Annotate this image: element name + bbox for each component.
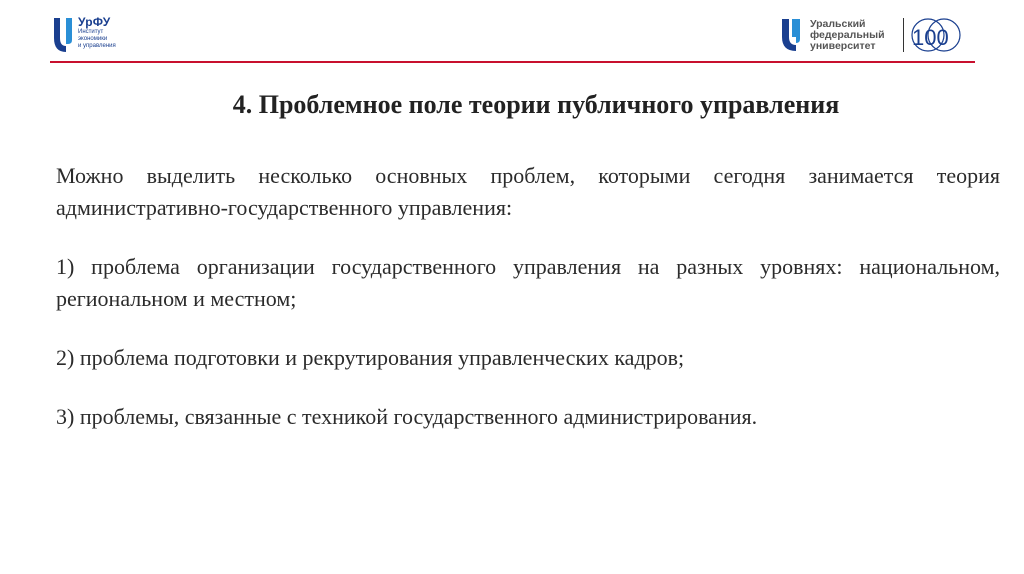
- urfu-u-icon: [780, 17, 802, 53]
- intro-paragraph: Можно выделить несколько основных проблем, которыми сегодня занимается теория административно-государственного управления:: [56, 163, 1000, 220]
- university-name-line: федеральный: [810, 28, 885, 41]
- urfu-institute-logo: [52, 16, 116, 58]
- emblem-number: 100: [911, 25, 949, 50]
- university-name: [810, 19, 885, 52]
- urfu-university-logo: [780, 14, 964, 56]
- logo-subtitle-line: Институт: [78, 29, 104, 35]
- university-name-line: университет: [810, 39, 876, 52]
- logo-brand-text: УрФУ: [78, 15, 111, 29]
- list-item: 3) проблемы, связанные с техникой государственного администрирования.: [56, 404, 758, 429]
- slide-title: 4. Проблемное поле теории публичного управления: [232, 90, 840, 119]
- logo-divider: [903, 18, 904, 52]
- university-name-line: Уральский: [810, 17, 866, 30]
- header-divider: [50, 61, 975, 63]
- logo-subtitle-line: экономики: [78, 36, 108, 42]
- centenary-emblem-icon: [908, 15, 964, 55]
- urfu-u-icon: [52, 16, 74, 56]
- list-item: 1) проблема организации государственного управления на разных уровнях: национальном, региональном и местном;: [56, 254, 1000, 311]
- slide-body: [56, 160, 1000, 460]
- logo-subtitle-line: и управления: [78, 43, 116, 49]
- list-item: 2) проблема подготовки и рекрутирования управленческих кадров;: [56, 345, 685, 370]
